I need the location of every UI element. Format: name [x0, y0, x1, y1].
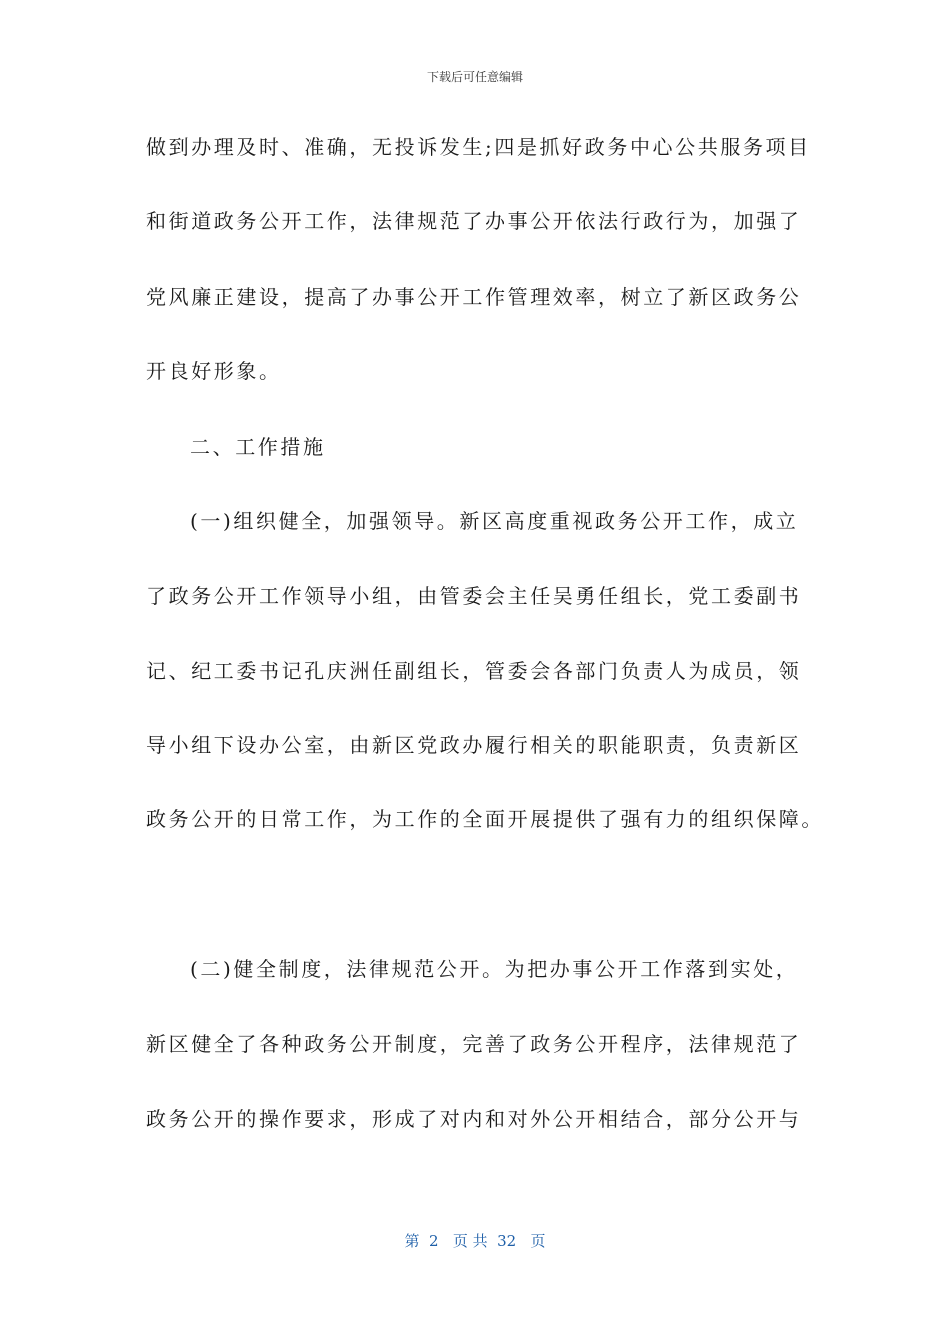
- page-header: 下载后可任意编辑: [426, 70, 523, 84]
- text-line: 和街道政务公开工作，法律规范了办事公开依法行政行为，加强了: [146, 209, 802, 233]
- text-line: 记、纪工委书记孔庆洲任副组长，管委会各部门负责人为成员，领: [146, 659, 802, 683]
- text-line: 党风廉正建设，提高了办事公开工作管理效率，树立了新区政务公: [146, 285, 802, 309]
- text-line: 导小组下设办公室，由新区党政办履行相关的职能职责，负责新区: [146, 733, 802, 757]
- text-line: 政务公开的操作要求，形成了对内和对外公开相结合，部分公开与: [146, 1107, 802, 1131]
- section-heading: 二、工作措施: [190, 435, 326, 459]
- text-line: 新区健全了各种政务公开制度，完善了政务公开程序，法律规范了: [146, 1032, 802, 1056]
- page-footer: 第 2 页 共 32 页: [404, 1232, 546, 1250]
- text-line: (二)健全制度，法律规范公开。为把办事公开工作落到实处，: [190, 957, 799, 981]
- text-line: 做到办理及时、准确，无投诉发生;四是抓好政务中心公共服务项目: [146, 135, 811, 159]
- text-line: 政务公开的日常工作，为工作的全面开展提供了强有力的组织保障。: [146, 807, 824, 831]
- text-line: 了政务公开工作领导小组，由管委会主任吴勇任组长，党工委副书: [146, 584, 802, 608]
- text-line: (一)组织健全，加强领导。新区高度重视政务公开工作，成立: [190, 509, 799, 533]
- text-line: 开良好形象。: [146, 359, 282, 383]
